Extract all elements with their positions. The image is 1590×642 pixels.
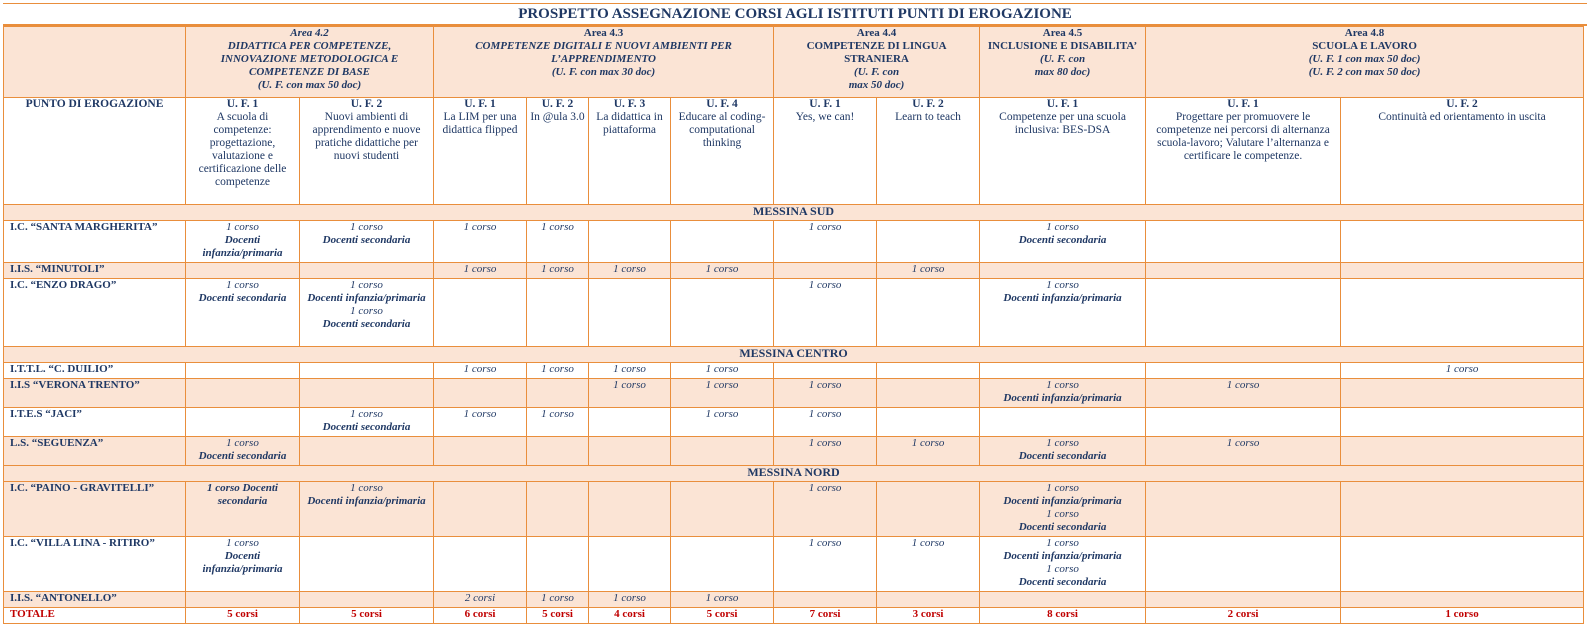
course-cell-line: Docenti secondaria (198, 292, 287, 304)
course-cell-line: 1 corso (705, 379, 739, 391)
school-name: I.C. “VILLA LINA - RITIRO” (4, 537, 186, 592)
course-cell (774, 592, 877, 608)
school-row (4, 537, 1584, 592)
course-cell (671, 408, 774, 437)
course-cell-line: 1 corso (350, 408, 383, 420)
area-capacity: max 80 doc) (1034, 66, 1091, 78)
course-cell-line: 2 corsi (464, 592, 496, 604)
course-cell (877, 408, 980, 437)
course-cell-line: 1 corso (808, 221, 842, 233)
course-cell (300, 437, 434, 466)
document-title: PROSPETTO ASSEGNAZIONE CORSI AGLI ISTITUTI PUNTI DI EROGAZIONE (3, 3, 1587, 24)
course-cell (774, 221, 877, 263)
course-cell-line: Docenti secondaria (198, 450, 287, 462)
unit-title: U. F. 2 (1446, 98, 1478, 110)
course-cell (300, 363, 434, 379)
course-cell-line: 1 corso (613, 363, 646, 375)
course-cell-line: 1 corso (463, 363, 497, 375)
area-number: Area 4.8 (1344, 27, 1385, 39)
course-cell (434, 592, 527, 608)
course-cell-line: 1 corso (1046, 508, 1079, 520)
course-cell (434, 221, 527, 263)
course-cell (589, 408, 671, 437)
course-cell (671, 263, 774, 279)
area-number: Area 4.4 (856, 27, 897, 39)
course-cell-line: 1 corso (350, 279, 383, 291)
unit-description: Continuità ed orientamento in uscita (1378, 111, 1546, 123)
unit-description: Educare al coding-computational thinking (678, 111, 766, 149)
course-cell-line: 1 corso (226, 537, 259, 549)
course-cell (774, 263, 877, 279)
course-cell (671, 279, 774, 347)
course-cell-line: 1 corso (911, 437, 945, 449)
course-cell (1146, 379, 1341, 408)
course-cell (186, 379, 300, 408)
course-cell-line: Docenti infanzia/primaria (1003, 392, 1122, 404)
section-title: MESSINA NORD (4, 466, 1584, 482)
school-name: I.C. “PAINO - GRAVITELLI” (4, 482, 186, 537)
unit-description: Nuovi ambienti di apprendimento e nuove pratiche didattiche per nuovi studenti (312, 111, 421, 162)
course-cell (589, 279, 671, 347)
area-header-row (4, 27, 1584, 98)
course-cell-line: 1 corso (541, 263, 574, 275)
unit-title: U. F. 2 (912, 98, 944, 110)
unit-description: A scuola di competenze: progettazione, valutazione e certificazione delle competenze (198, 111, 287, 188)
course-cell-line: 1 corso (1046, 482, 1079, 494)
course-cell (877, 263, 980, 279)
unit-cell (671, 98, 774, 205)
area-4-8-header (1146, 27, 1584, 98)
course-cell (877, 379, 980, 408)
unit-title: U. F. 2 (350, 98, 383, 110)
course-cell-line: 1 corso (808, 279, 842, 291)
course-cell-line: 1 corso (463, 221, 497, 233)
course-cell-line: 1 corso (613, 379, 646, 391)
course-cell (980, 279, 1146, 347)
course-cell-line: 1 corso (350, 305, 383, 317)
school-row (4, 482, 1584, 537)
unit-description: Competenze per una scuola inclusiva: BES-DSA (999, 111, 1126, 136)
course-cell (527, 363, 589, 379)
school-row (4, 363, 1584, 379)
school-row (4, 263, 1584, 279)
school-name: I.T.T.L. “C. DUILIO” (4, 363, 186, 379)
course-cell-line: Docenti infanzia/primaria (202, 550, 283, 575)
course-cell-line: 1 corso (613, 263, 646, 275)
unit-description: La LIM per una didattica flipped (442, 111, 518, 136)
area-capacity: (U. F. con (1040, 53, 1086, 65)
area-name: COMPETENZE DI LINGUA STRANIERA (806, 40, 947, 65)
course-cell (671, 221, 774, 263)
course-cell-line: Docenti secondaria (1018, 234, 1107, 246)
course-cell (186, 592, 300, 608)
course-cell (1341, 437, 1584, 466)
unit-description: Learn to teach (895, 111, 961, 123)
course-cell (186, 221, 300, 263)
course-cell-line: 1 corso (705, 408, 739, 420)
course-cell-line: 1 corso (911, 537, 945, 549)
total-cell: 3 corsi (877, 608, 980, 624)
area-4-2-header (186, 27, 434, 98)
course-cell (671, 592, 774, 608)
course-cell-line: 1 corso (1046, 537, 1079, 549)
course-cell-line: 1 corso (1046, 379, 1079, 391)
course-cell (1341, 408, 1584, 437)
total-cell: 5 corsi (186, 608, 300, 624)
area-name: INCLUSIONE E DISABILITA’ (987, 40, 1138, 52)
course-cell-line: 1 corso (1445, 363, 1479, 375)
totals-label: TOTALE (4, 608, 186, 624)
school-name: I.I.S “VERONA TRENTO” (4, 379, 186, 408)
course-cell-line: 1 corso (541, 363, 574, 375)
unit-cell (300, 98, 434, 205)
course-cell (1146, 408, 1341, 437)
unit-description: Progettare per promuovere le competenze nei percorsi di alternanza scuola-lavoro; Valutare l’alternanza e certificare le competenze. (1156, 111, 1330, 162)
course-cell-line: 1 corso (1046, 563, 1079, 575)
course-cell-line: 1 corso (226, 437, 259, 449)
unit-description: La didattica in piattaforma (596, 111, 663, 136)
course-cell-line: 1 corso (705, 263, 739, 275)
course-cell (300, 482, 434, 537)
course-cell (589, 592, 671, 608)
total-cell: 7 corsi (774, 608, 877, 624)
course-cell-line: Docenti infanzia/primaria (1003, 550, 1122, 562)
course-cell (671, 379, 774, 408)
total-cell: 4 corsi (589, 608, 671, 624)
course-cell (186, 482, 300, 537)
school-name: I.C. “SANTA MARGHERITA” (4, 221, 186, 263)
course-cell-line: 1 corso (1226, 437, 1260, 449)
school-row (4, 408, 1584, 437)
course-cell (1146, 279, 1341, 347)
area-name: COMPETENZE DIGITALI E NUOVI AMBIENTI PER L’APPRENDIMENTO (475, 40, 732, 65)
course-cell (980, 537, 1146, 592)
total-cell: 6 corsi (434, 608, 527, 624)
course-cell (774, 437, 877, 466)
section-title: MESSINA CENTRO (4, 347, 1584, 363)
total-cell: 1 corso (1341, 608, 1584, 624)
course-cell (980, 363, 1146, 379)
course-cell-line: Docenti infanzia/primaria (1003, 292, 1122, 304)
course-cell (434, 279, 527, 347)
school-row (4, 221, 1584, 263)
course-cell (1341, 482, 1584, 537)
course-cell (980, 592, 1146, 608)
area-number: Area 4.3 (583, 27, 624, 39)
course-cell (877, 482, 980, 537)
area-capacity: (U. F. 1 con max 50 doc) (1308, 53, 1421, 65)
school-name: I.I.S. “MINUTOLI” (4, 263, 186, 279)
course-cell (186, 263, 300, 279)
unit-cell (589, 98, 671, 205)
course-cell (774, 363, 877, 379)
unit-cell (774, 98, 877, 205)
unit-cell (1146, 98, 1341, 205)
course-cell-line: Docenti secondaria (322, 421, 411, 433)
course-cell-line: 1 corso (613, 592, 646, 604)
course-cell-line: 1 corso (541, 221, 574, 233)
course-cell-line: 1 corso (808, 482, 842, 494)
course-cell (671, 482, 774, 537)
course-cell (774, 482, 877, 537)
totals-row (4, 608, 1584, 624)
course-cell (527, 279, 589, 347)
course-cell (589, 379, 671, 408)
course-cell (774, 408, 877, 437)
course-cell (1341, 263, 1584, 279)
course-cell (300, 537, 434, 592)
course-cell (589, 437, 671, 466)
school-row (4, 437, 1584, 466)
course-cell (300, 408, 434, 437)
course-cell (1341, 379, 1584, 408)
course-cell (877, 363, 980, 379)
section-row (4, 205, 1584, 221)
school-row (4, 379, 1584, 408)
total-cell: 2 corsi (1146, 608, 1341, 624)
course-cell (1146, 263, 1341, 279)
school-name: I.T.E.S “JACI” (4, 408, 186, 437)
course-cell-line: 1 corso (1046, 221, 1079, 233)
section-title: MESSINA SUD (4, 205, 1584, 221)
course-cell-line: 1 corso (705, 363, 739, 375)
course-cell-line: 1 corso (1226, 379, 1260, 391)
course-cell (877, 221, 980, 263)
total-cell: 5 corsi (671, 608, 774, 624)
course-cell (1341, 279, 1584, 347)
course-cell (527, 263, 589, 279)
courses-table (3, 26, 1584, 624)
unit-cell (980, 98, 1146, 205)
unit-cell (877, 98, 980, 205)
unit-description: Yes, we can! (795, 111, 855, 123)
area-header-empty (4, 27, 186, 98)
course-cell (300, 221, 434, 263)
school-name: I.I.S. “ANTONELLO” (4, 592, 186, 608)
course-cell (527, 379, 589, 408)
course-cell-line: 1 corso (463, 263, 497, 275)
course-cell (589, 221, 671, 263)
unit-cell (1341, 98, 1584, 205)
course-cell (671, 363, 774, 379)
area-name: SCUOLA E LAVORO (1312, 40, 1417, 52)
course-cell (300, 592, 434, 608)
course-cell-line: Docenti infanzia/primaria (307, 495, 426, 507)
course-cell (980, 379, 1146, 408)
course-cell (877, 592, 980, 608)
course-cell (980, 408, 1146, 437)
course-cell (1146, 537, 1341, 592)
course-cell-line: 1 corso (1046, 279, 1079, 291)
unit-title: U. F. 1 (226, 98, 259, 110)
course-cell (434, 363, 527, 379)
unit-title: U. F. 1 (464, 98, 496, 110)
course-cell (589, 363, 671, 379)
course-cell (589, 482, 671, 537)
unit-title: U. F. 1 (1227, 98, 1259, 110)
unit-title: U. F. 1 (809, 98, 841, 110)
area-capacity: (U. F. con max 30 doc) (551, 66, 656, 78)
area-capacity: (U. F. 2 con max 50 doc) (1308, 66, 1421, 78)
school-row (4, 592, 1584, 608)
course-cell (434, 379, 527, 408)
area-4-3-header (434, 27, 774, 98)
course-cell (1341, 221, 1584, 263)
course-cell (434, 482, 527, 537)
area-capacity: (U. F. con max 50 doc) (257, 79, 362, 91)
unit-title: U. F. 1 (1046, 98, 1079, 110)
section-row (4, 466, 1584, 482)
course-cell (1146, 482, 1341, 537)
unit-cell (434, 98, 527, 205)
course-cell-line: 1 corso (808, 537, 842, 549)
course-cell-line: Docenti infanzia/primaria (1003, 495, 1122, 507)
course-cell (980, 437, 1146, 466)
unit-title: U. F. 4 (706, 98, 738, 110)
course-cell-line: 1 corso (808, 437, 842, 449)
course-cell (186, 408, 300, 437)
area-4-5-header (980, 27, 1146, 98)
area-number: Area 4.2 (290, 27, 329, 39)
school-name: L.S. “SEGUENZA” (4, 437, 186, 466)
course-cell (1146, 221, 1341, 263)
school-name: I.C. “ENZO DRAGO” (4, 279, 186, 347)
course-cell-line: Docenti secondaria (1018, 576, 1107, 588)
course-cell-line: 1 corso (541, 408, 574, 420)
section-row (4, 347, 1584, 363)
course-cell-line: 1 corso (705, 592, 739, 604)
course-cell (980, 221, 1146, 263)
course-cell-line: Docenti infanzia/primaria (202, 234, 283, 259)
course-cell (1146, 363, 1341, 379)
course-cell (527, 537, 589, 592)
unit-title: U. F. 3 (613, 98, 646, 110)
unit-cell (527, 98, 589, 205)
course-cell (186, 363, 300, 379)
course-cell-line: Docenti secondaria (322, 234, 411, 246)
course-cell-line: Docenti secondaria (322, 318, 411, 330)
course-cell-line: 1 corso (350, 221, 383, 233)
total-cell: 8 corsi (980, 608, 1146, 624)
school-row (4, 279, 1584, 347)
course-cell (877, 437, 980, 466)
course-cell (527, 408, 589, 437)
course-cell (434, 263, 527, 279)
course-cell (1341, 592, 1584, 608)
course-cell-line: 1 corso (226, 279, 259, 291)
course-cell (877, 537, 980, 592)
course-cell-line: 1 corso Docenti secondaria (207, 482, 278, 507)
course-cell (980, 482, 1146, 537)
course-cell (774, 379, 877, 408)
course-cell (434, 437, 527, 466)
course-cell (186, 537, 300, 592)
course-cell (1341, 537, 1584, 592)
course-cell (527, 592, 589, 608)
document-page (3, 3, 1587, 624)
course-cell-line: 1 corso (541, 592, 574, 604)
course-cell-line: 1 corso (808, 379, 842, 391)
course-cell (1146, 437, 1341, 466)
course-cell (1341, 363, 1584, 379)
course-cell (186, 437, 300, 466)
course-cell (1146, 592, 1341, 608)
course-cell (527, 482, 589, 537)
course-cell (434, 537, 527, 592)
course-cell-line: 1 corso (463, 408, 497, 420)
course-cell-line: Docenti secondaria (1018, 521, 1107, 533)
course-cell-line: 1 corso (226, 221, 259, 233)
course-cell (877, 279, 980, 347)
unit-header-row (4, 98, 1584, 205)
course-cell (774, 537, 877, 592)
course-cell (980, 263, 1146, 279)
course-cell (527, 437, 589, 466)
course-cell (527, 221, 589, 263)
course-cell (671, 437, 774, 466)
course-cell-line: 1 corso (1046, 437, 1079, 449)
course-cell-line: 1 corso (808, 408, 842, 420)
area-number: Area 4.5 (1042, 27, 1083, 39)
area-4-4-header (774, 27, 980, 98)
course-cell (671, 537, 774, 592)
course-cell (300, 279, 434, 347)
course-cell-line: Docenti secondaria (1018, 450, 1107, 462)
unit-cell (186, 98, 300, 205)
area-capacity: (U. F. con (854, 66, 900, 78)
unit-title: U. F. 2 (541, 98, 574, 110)
course-cell (300, 263, 434, 279)
course-cell (300, 379, 434, 408)
unit-description: In @ula 3.0 (530, 111, 585, 123)
course-cell (589, 537, 671, 592)
total-cell: 5 corsi (527, 608, 589, 624)
course-cell (774, 279, 877, 347)
course-cell (186, 279, 300, 347)
course-cell (434, 408, 527, 437)
punto-erogazione-header: PUNTO DI EROGAZIONE (4, 98, 186, 205)
course-cell-line: 1 corso (350, 482, 383, 494)
course-cell (589, 263, 671, 279)
area-capacity: max 50 doc) (848, 79, 905, 91)
course-cell-line: Docenti infanzia/primaria (307, 292, 426, 304)
course-cell-line: 1 corso (911, 263, 945, 275)
total-cell: 5 corsi (300, 608, 434, 624)
area-name: DIDATTICA PER COMPETENZE, INNOVAZIONE METODOLOGICA E COMPETENZE DI BASE (220, 40, 399, 78)
